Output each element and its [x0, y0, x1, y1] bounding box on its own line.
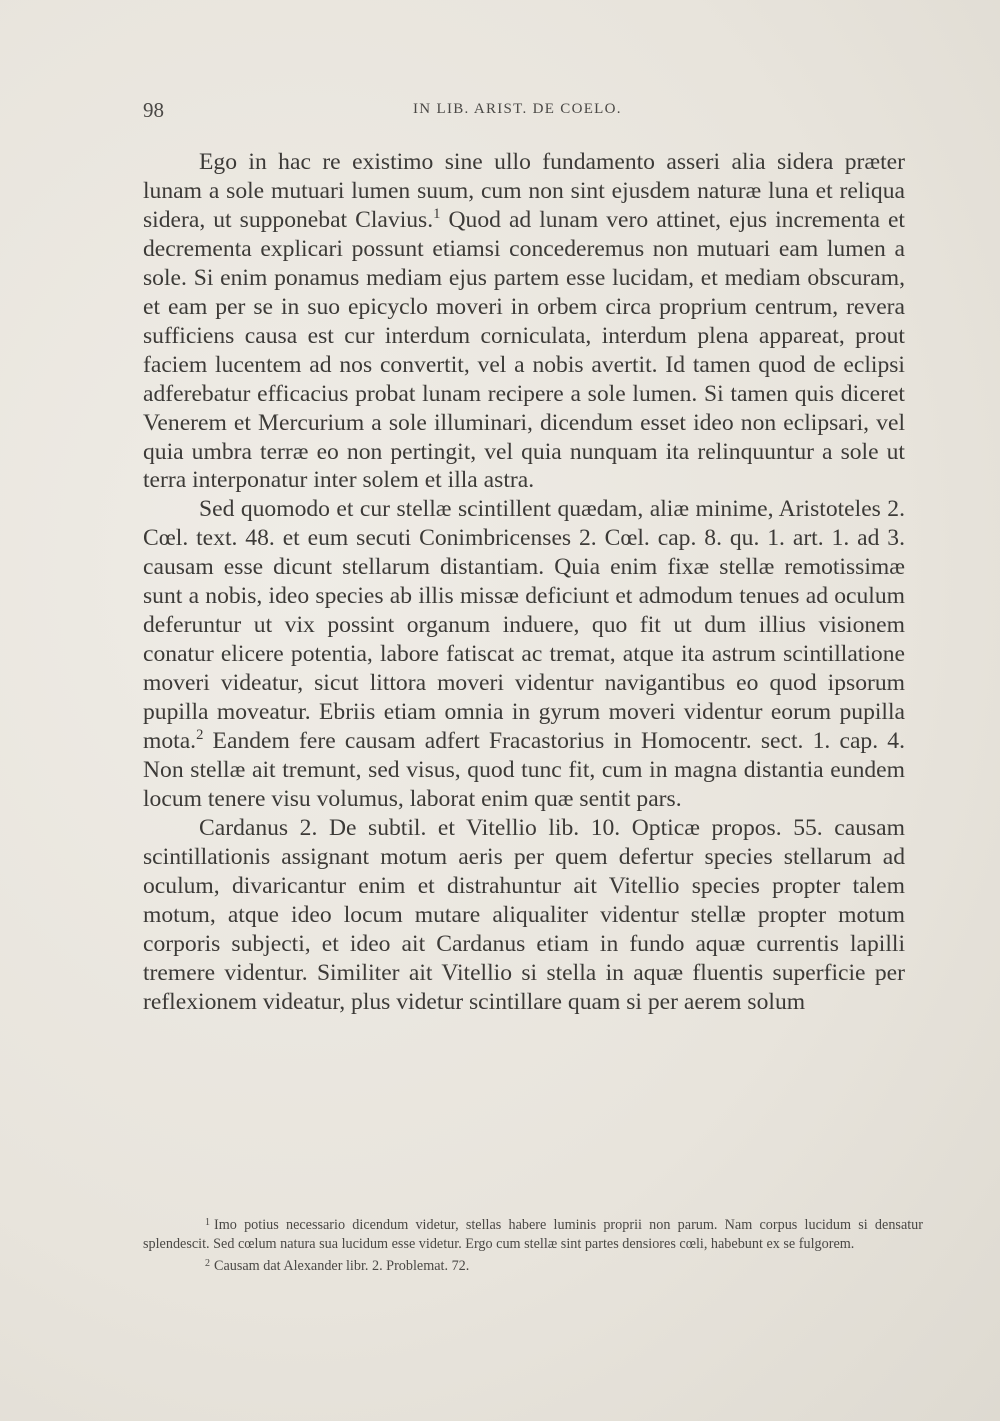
paragraph: [143, 148, 905, 495]
text-run: Eandem fere causam adfert Fracastorius in Homocentr. sect. 1. cap. 4. Non stellӕ ait tremunt, sed visus, quod tunc fit, cum in magna distantia eundem locum tenere visu volumus, laborat enim quӕ sentit pars.: [143, 728, 905, 812]
footnote: [143, 1254, 923, 1276]
text-run: Quod ad lunam vero attinet, ejus incrementa et decrementa explicari possunt etiamsi concederemus non mutuari eam lumen a sole. Si enim ponamus mediam ejus partem esse lucidam, et mediam obscuram, et eam per se in suo epicyclo moveri in orbem circa proprium centrum, revera sufficiens causa est cur interdum corniculata, interdum plena appareat, prout faciem lucentem ad nos convertit, vel a nobis avertit. Id tamen quod de eclipsi adferebatur efficacius probat lunam recipere a sole lumen. Si tamen quis diceret Venerem et Mercurium a sole illuminari, dicendum esset ideo non eclipsari, vel quia umbra terrӕ eo non pertingit, vel quia nunquam ita relinquuntur a sole ut terra interponatur inter solem et illa astra.: [143, 206, 905, 494]
footnote-text: Causam dat Alexander libr. 2. Problemat. 72.: [214, 1258, 470, 1274]
paragraph: [143, 495, 905, 813]
page-number: 98: [143, 98, 164, 122]
footnote-mark: 2: [205, 1258, 210, 1269]
paragraph: [143, 814, 905, 1017]
text-run: Ego in hac re existimo sine ullo fundamento asseri alia sidera prӕter lunam a sole mutuari lumen suum, cum non sint ejusdem naturӕ luna et reliqua sidera, ut supponebat Clavius.: [143, 149, 905, 233]
footnote-reference: 2: [196, 727, 204, 744]
page-header: [143, 98, 913, 124]
footnote-text: Imo potius necessario dicendum videtur, stellas habere luminis proprii non parum. Nam corpus lucidum si densatur splendescit. Sed cœlum natura sua lucidum esse videtur. Ergo cum stellӕ sint partes densiores cœli, habebunt ex se fulgorem.: [143, 1217, 923, 1252]
running-head: IN LIB. ARIST. DE COELO.: [413, 101, 622, 117]
text-run: Sed quomodo et cur stellӕ scintillent quӕdam, aliӕ minime, Aristoteles 2. Cœl. text. 48. et eum secuti Conimbricenses 2. Cœl. cap. 8. qu. 1. art. 1. ad 3. causam esse dicunt stellarum distantiam. Quia enim fixӕ stellӕ remotissimӕ sunt a nobis, ideo species ab illis missӕ deficiunt et admodum tenues ad oculum deferuntur ut vix possint organum induere, quo fit ut dum illius visionem conatur elicere potentia, labore fatiscat ac tremat, atque ita astrum scintillatione moveri videatur, sicut littora moveri videntur navigantibus eo quod ipsorum pupilla moveatur. Ebriis etiam omnia in gyrum moveri videntur eorum pupilla mota.: [143, 496, 905, 755]
text-run: Cardanus 2. De subtil. et Vitellio lib. 10. Opticӕ propos. 55. causam scintillationis assignant motum aeris per quem defertur species stellarum ad oculum, divaricantur enim et distrahuntur ait Vitellio species propter talem motum, atque ideo locum mutare aliqualiter videntur stellӕ propter motum corporis subjecti, et ideo ait Cardanus etiam in fundo aquӕ currentis lapilli tremere videntur. Similiter ait Vitellio si stella in aquӕ fluentis superficie per reflexionem videatur, plus videtur scintillare quam si per aerem solum: [143, 814, 905, 1015]
footnote-reference: 1: [433, 206, 441, 223]
footnote-mark: 1: [205, 1217, 210, 1228]
main-text: [143, 148, 905, 1017]
footnotes: [143, 1213, 923, 1276]
footnote: [143, 1213, 923, 1254]
